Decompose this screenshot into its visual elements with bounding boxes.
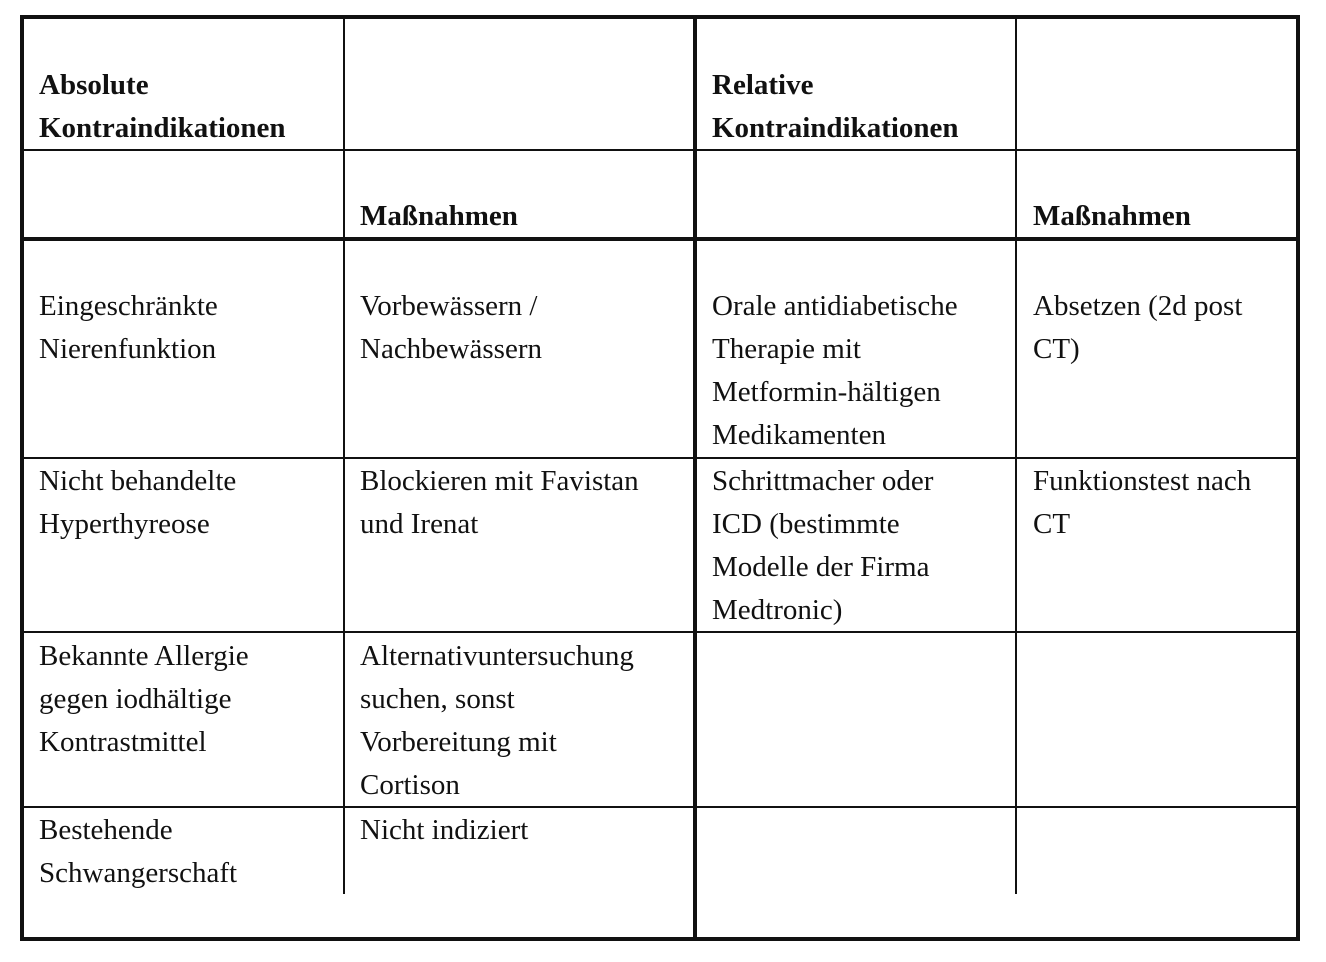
header-measures-left: Maßnahmen bbox=[360, 200, 518, 232]
row-divider-3 bbox=[20, 806, 1300, 808]
cell-line: Absetzen (2d post bbox=[1033, 290, 1243, 322]
table-cell-absolute-measure bbox=[360, 809, 528, 852]
table-cell-absolute bbox=[39, 809, 237, 895]
column-divider-3 bbox=[1015, 15, 1017, 894]
cell-line: Nierenfunktion bbox=[39, 333, 217, 365]
cell-line: Therapie mit bbox=[712, 333, 861, 365]
cell-line: Alternativuntersuchung bbox=[360, 640, 634, 672]
cell-line: Vorbereitung mit bbox=[360, 726, 557, 758]
header-absolute-line-1: Absolute bbox=[39, 69, 149, 101]
cell-line: Nicht indiziert bbox=[360, 814, 529, 846]
table-cell-relative bbox=[712, 460, 933, 632]
table-cell-relative-measure bbox=[1033, 460, 1251, 546]
cell-line: Orale antidiabetische bbox=[712, 290, 958, 322]
table-cell-absolute bbox=[39, 285, 218, 371]
header-relative-contraindications bbox=[712, 64, 959, 150]
cell-line: Hyperthyreose bbox=[39, 508, 210, 540]
table-cell-relative-measure bbox=[1033, 285, 1242, 371]
row-divider-2 bbox=[20, 631, 1300, 633]
cell-line: Kontrastmittel bbox=[39, 726, 207, 758]
cell-line: Eingeschränkte bbox=[39, 290, 218, 322]
cell-line: Metformin-hältigen bbox=[712, 376, 941, 408]
cell-line: ICD (bestimmte bbox=[712, 508, 900, 540]
cell-line: CT bbox=[1033, 508, 1071, 540]
cell-line: Schwangerschaft bbox=[39, 857, 238, 889]
column-divider-center bbox=[693, 15, 697, 941]
cell-line: Medikamenten bbox=[712, 419, 886, 451]
cell-line: Bekannte Allergie bbox=[39, 640, 249, 672]
cell-line: Nicht behandelte bbox=[39, 465, 237, 497]
cell-line: Medtronic) bbox=[712, 594, 843, 626]
cell-line: gegen iodhältige bbox=[39, 683, 232, 715]
table-cell-absolute-measure bbox=[360, 635, 634, 807]
header-measures-right: Maßnahmen bbox=[1033, 200, 1191, 232]
table-cell-absolute-measure bbox=[360, 460, 639, 546]
cell-line: Cortison bbox=[360, 769, 460, 801]
header-absolute-contraindications bbox=[39, 64, 286, 150]
cell-line: Blockieren mit Favistan bbox=[360, 465, 639, 497]
cell-line: Funktionstest nach bbox=[1033, 465, 1252, 497]
header-relative-line-1: Relative bbox=[712, 69, 814, 101]
table-cell-absolute bbox=[39, 460, 236, 546]
cell-line: CT) bbox=[1033, 333, 1080, 365]
cell-line: und Irenat bbox=[360, 508, 479, 540]
header-absolute-line-2: Kontraindikationen bbox=[39, 112, 286, 144]
cell-line: Bestehende bbox=[39, 814, 173, 846]
cell-line: Modelle der Firma bbox=[712, 551, 930, 583]
cell-line: Vorbewässern / bbox=[360, 290, 538, 322]
table-cell-absolute-measure bbox=[360, 285, 542, 371]
row-divider-1 bbox=[20, 457, 1300, 459]
header-relative-line-2: Kontraindikationen bbox=[712, 112, 959, 144]
column-divider-1 bbox=[343, 15, 345, 894]
table-cell-absolute bbox=[39, 635, 249, 764]
cell-line: Nachbewässern bbox=[360, 333, 542, 365]
table-cell-relative bbox=[712, 285, 958, 457]
cell-line: Schrittmacher oder bbox=[712, 465, 934, 497]
cell-line: suchen, sonst bbox=[360, 683, 515, 715]
